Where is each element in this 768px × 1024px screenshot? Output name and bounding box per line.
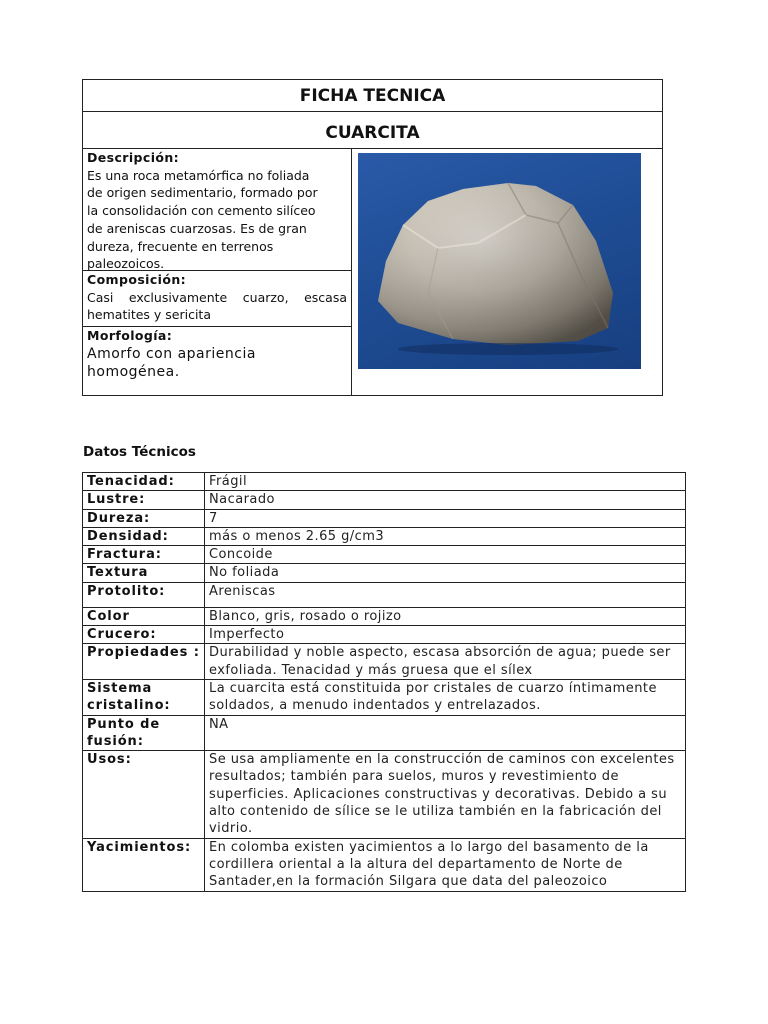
row-value: Nacarado xyxy=(205,491,686,509)
descripcion-line: paleozoicos. xyxy=(87,256,165,272)
row-value: Se usa ampliamente en la construcción de caminos con excelentes resultados; también para suelos, muros y revestimiento de superficies. Aplicaciones constructivas y decorativas. Debido a su alto contenido de sílice se le utiliza también en la fabricación del vidrio. xyxy=(205,751,686,838)
table-row xyxy=(83,838,686,891)
morfologia-line: homogénea. xyxy=(87,363,180,380)
rock-name: CUARCITA xyxy=(83,111,662,149)
row-label: Color xyxy=(83,607,205,625)
row-label: Dureza: xyxy=(83,509,205,527)
composicion-cell xyxy=(83,271,351,327)
table-row xyxy=(83,564,686,582)
morfologia-cell xyxy=(83,327,351,395)
row-label: Protolito: xyxy=(83,582,205,607)
ficha-title: FICHA TECNICA xyxy=(83,80,662,112)
table-row xyxy=(83,509,686,527)
descripcion-line: de areniscas cuarzosas. Es de gran xyxy=(87,220,307,236)
row-label: Punto de fusión: xyxy=(83,715,205,751)
table-row xyxy=(83,679,686,715)
quartzite-rock-photo xyxy=(358,153,641,369)
table-row xyxy=(83,607,686,625)
row-value: NA xyxy=(205,715,686,751)
rock-illustration xyxy=(358,153,641,369)
row-label: Usos: xyxy=(83,751,205,838)
table-row xyxy=(83,491,686,509)
table-row xyxy=(83,473,686,491)
datos-tecnicos-table xyxy=(82,472,686,892)
row-label: Fractura: xyxy=(83,546,205,564)
composicion-label: Composición: xyxy=(87,272,187,287)
row-label: Yacimientos: xyxy=(83,838,205,891)
ficha-tecnica-table xyxy=(82,79,663,396)
table-row xyxy=(83,644,686,680)
row-value: La cuarcita está constituida por cristales de cuarzo íntimamente soldados, a menudo indentados y entrelazados. xyxy=(205,679,686,715)
descripcion-cell xyxy=(83,149,351,271)
table-row xyxy=(83,626,686,644)
row-value: 7 xyxy=(205,509,686,527)
table-row xyxy=(83,582,686,607)
row-value: Areniscas xyxy=(205,582,686,607)
row-value: más o menos 2.65 g/cm3 xyxy=(205,527,686,545)
row-value: Concoide xyxy=(205,546,686,564)
table-row xyxy=(83,751,686,838)
row-label: Lustre: xyxy=(83,491,205,509)
table-row xyxy=(83,715,686,751)
descripcion-line: de origen sedimentario, formado por xyxy=(87,185,318,201)
descripcion-line: dureza, frecuente en terrenos xyxy=(87,238,274,254)
row-value: Frágil xyxy=(205,473,686,491)
row-value: Durabilidad y noble aspecto, escasa absorción de agua; puede ser exfoliada. Tenacidad y más gruesa que el sílex xyxy=(205,644,686,680)
row-label: Propiedades : xyxy=(83,644,205,680)
table-row xyxy=(83,527,686,545)
datos-tecnicos-title: Datos Técnicos xyxy=(83,444,196,460)
row-label: Textura xyxy=(83,564,205,582)
ficha-left-column xyxy=(83,149,352,395)
descripcion-line: la consolidación con cemento silíceo xyxy=(87,203,316,219)
row-value: Imperfecto xyxy=(205,626,686,644)
row-label: Sistema cristalino: xyxy=(83,679,205,715)
row-label: Tenacidad: xyxy=(83,473,205,491)
row-label: Crucero: xyxy=(83,626,205,644)
morfologia-line: Amorfo con apariencia xyxy=(87,345,256,362)
row-value: No foliada xyxy=(205,564,686,582)
row-label: Densidad: xyxy=(83,527,205,545)
morfologia-label: Morfología: xyxy=(87,328,173,343)
descripcion-line: Es una roca metamórfica no foliada xyxy=(87,167,310,183)
table-row xyxy=(83,546,686,564)
row-value: En colomba existen yacimientos a lo largo del basamento de la cordillera oriental a la altura del departamento de Norte de Santader,en la formación Silgara que data del paleozoico xyxy=(205,838,686,891)
row-value: Blanco, gris, rosado o rojizo xyxy=(205,607,686,625)
descripcion-label: Descripción: xyxy=(87,150,180,165)
composicion-text: Casi exclusivamente cuarzo, escasa hematites y sericita xyxy=(87,289,347,323)
